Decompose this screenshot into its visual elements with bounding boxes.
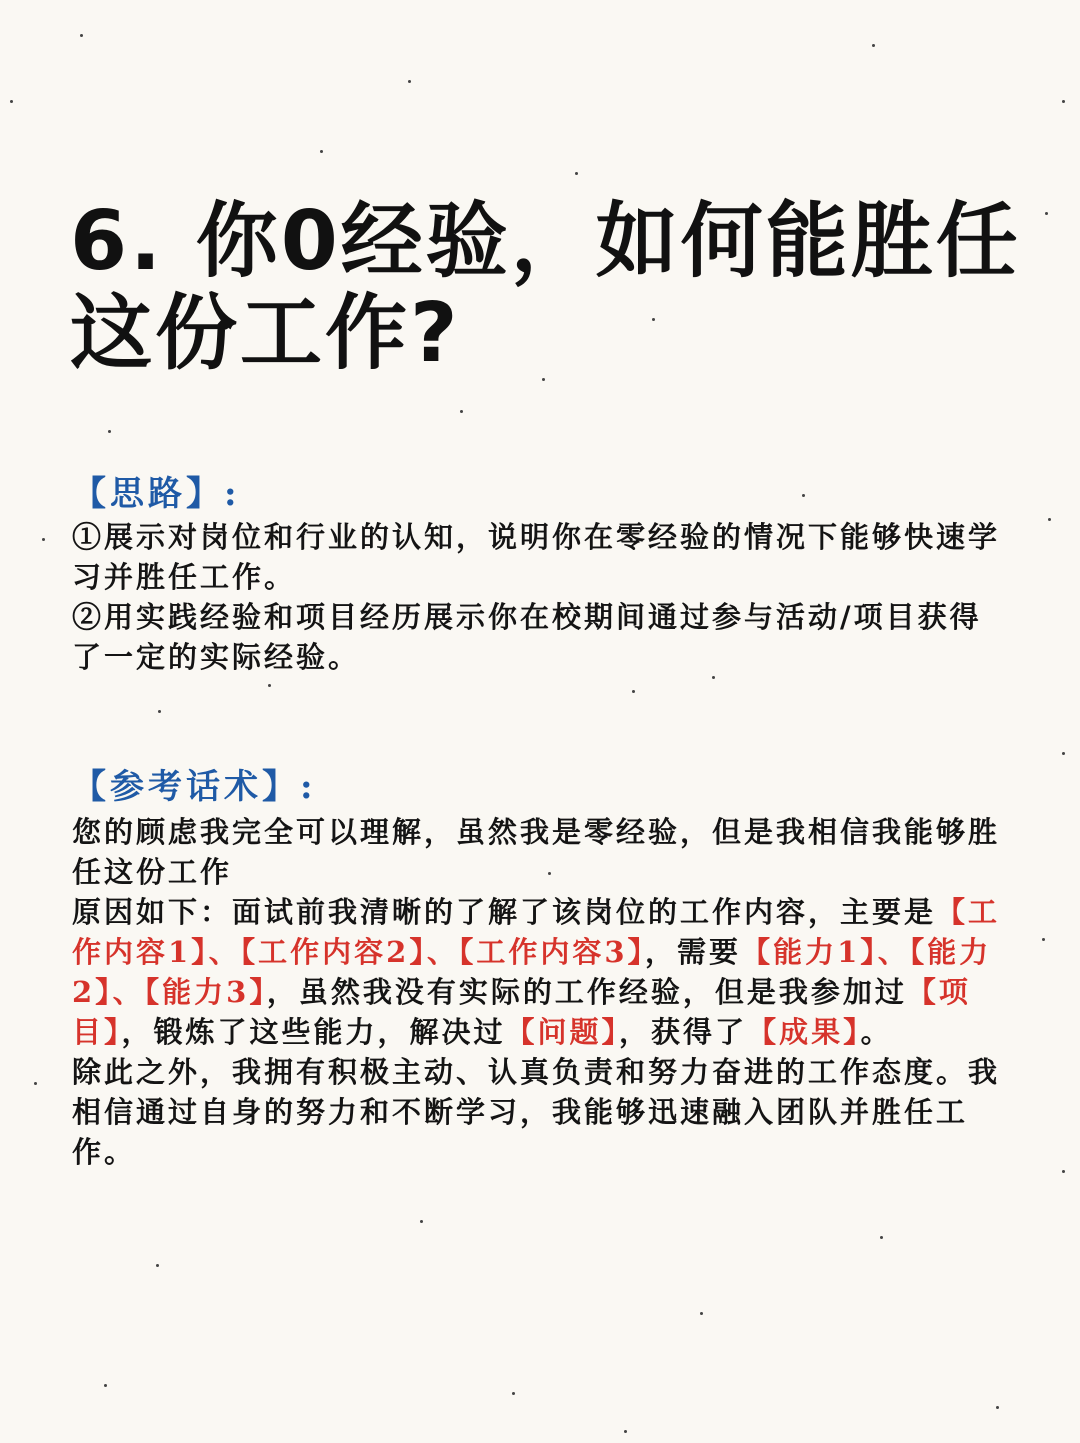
highlight-abilities: 【能力1】、【能力2】、【能力3】 (72, 935, 992, 1009)
decor-dot (420, 1220, 423, 1223)
decor-dot (712, 676, 715, 679)
decor-dot (1062, 100, 1065, 103)
highlight-project: 【项目】 (72, 975, 971, 1049)
decor-dot (156, 1264, 159, 1267)
decor-dot (575, 172, 578, 175)
highlight-problem: 【问题】 (505, 1015, 620, 1049)
decor-dot (996, 1406, 999, 1409)
decor-dot (624, 1430, 627, 1433)
decor-dot (1045, 212, 1048, 215)
script-text: ，获得了 (619, 1015, 748, 1049)
script-paragraph-2 (72, 892, 1008, 1052)
decor-dot (34, 1082, 37, 1085)
highlight-result: 【成果】 (747, 1015, 861, 1049)
decor-dot (652, 318, 655, 321)
decor-dot (1062, 1170, 1065, 1173)
decor-dot (542, 378, 545, 381)
idea-item-2: ②用实践经验和项目经历展示你在校期间通过参与活动/项目获得了一定的实际经验。 (72, 600, 982, 674)
script-paragraph-1: 您的顾虑我完全可以理解，虽然我是零经验，但是我相信我能够胜任这份工作 (72, 815, 1001, 889)
script-body (72, 812, 1008, 1172)
idea-label: 【思路】: (72, 474, 241, 514)
decor-dot (512, 1392, 515, 1395)
script-text: ，锻炼了这些能力，解决过 (121, 1015, 506, 1049)
decor-dot (802, 494, 805, 497)
decor-dot (1042, 938, 1045, 941)
decor-dot (104, 1384, 107, 1387)
decor-dot (700, 1312, 703, 1315)
decor-dot (548, 872, 551, 875)
script-text: ，虽然我没有实际的工作经验，但是我参加过 (266, 975, 907, 1009)
decor-dot (80, 34, 83, 37)
decor-dot (460, 410, 463, 413)
script-text: ，需要 (645, 935, 742, 969)
decor-dot (1062, 752, 1065, 755)
decor-dot (408, 80, 411, 83)
idea-item-1: ①展示对岗位和行业的认知，说明你在零经验的情况下能够快速学习并胜任工作。 (72, 520, 1001, 594)
script-label: 【参考话术】: (72, 767, 317, 807)
decor-dot (42, 538, 45, 541)
script-paragraph-3: 除此之外，我拥有积极主动、认真负责和努力奋进的工作态度。我相信通过自身的努力和不断学习，我能够迅速融入团队并胜任工作。 (72, 1055, 1001, 1169)
decor-dot (10, 100, 13, 103)
decor-dot (158, 710, 161, 713)
decor-dot (632, 690, 635, 693)
decor-dot (1048, 518, 1051, 521)
idea-list (72, 517, 1008, 677)
highlight-work-content: 【工作内容1】、【工作内容2】、【工作内容3】 (72, 895, 1001, 969)
page-title: 6. 你0经验，如何能胜任这份工作? (70, 194, 1021, 381)
decor-dot (268, 684, 271, 687)
decor-dot (872, 44, 875, 47)
decor-dot (320, 150, 323, 153)
decor-dot (108, 430, 111, 433)
script-text: 。 (860, 1015, 893, 1049)
decor-dot (880, 1236, 883, 1239)
script-text: 原因如下：面试前我清晰的了解了该岗位的工作内容，主要是 (72, 895, 937, 929)
